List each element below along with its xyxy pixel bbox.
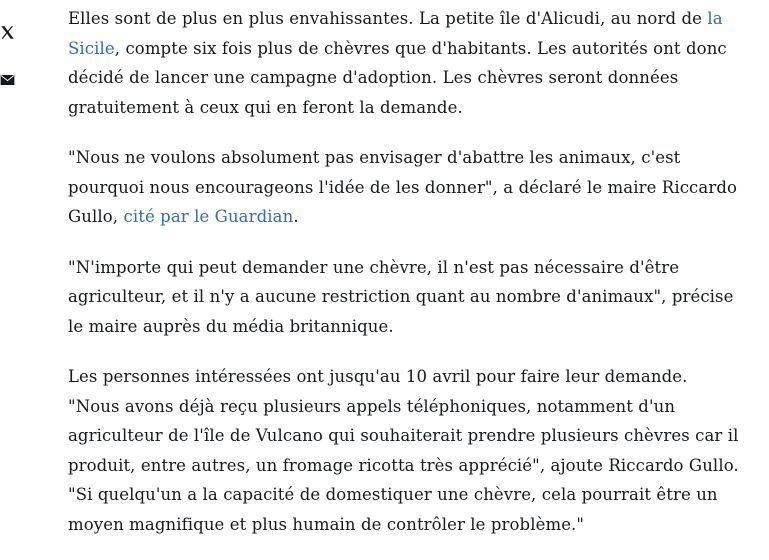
share-rail [0, 0, 34, 467]
article-paragraph [68, 4, 744, 122]
mail-icon [0, 74, 15, 86]
x-twitter-icon [0, 25, 15, 40]
article-paragraph [68, 362, 744, 539]
article-paragraph [68, 143, 744, 232]
paragraph-text: Les personnes intéressées ont jusqu'au 10 avril pour faire leur demande. "Nous avons déjà reçu plusieurs appels téléphoniques, notamment d'un agriculteur de l'île de Vulcano qui souhaiterait prendre plusieurs chèvres car il produit, entre autres, un fromage ricotta très apprécié", ajoute Riccardo Gullo. "Si quelqu'un a la capacité de domestiquer une chèvre, cela pourrait être un moyen magnifique et plus humain de contrôler le problème." [68, 367, 739, 534]
link-cite-par-le-guardian[interactable]: cité par le Guardian [123, 207, 294, 226]
share-button-x[interactable] [0, 19, 34, 45]
share-button-mail[interactable] [0, 67, 34, 93]
paragraph-text: "N'importe qui peut demander une chèvre, il n'est pas nécessaire d'être agriculteur, et il n'y a aucune restriction quant au nombre d'animaux", précise le maire auprès du média britannique. [68, 257, 734, 336]
article-paragraph [68, 253, 744, 342]
paragraph-text: , compte six fois plus de chèvres que d'habitants. Les autorités ont donc décidé de lancer une campagne d'adoption. Les chèvres seront données gratuitement à ceux qui en feront la demande. [68, 38, 727, 117]
paragraph-text: . [293, 207, 299, 226]
paragraph-text: "Nous ne voulons absolument pas envisager d'abattre les animaux, c'est pourquoi nous encourageons l'idée de les donner", a déclaré le maire Riccardo Gullo, [68, 148, 738, 226]
link-la-sicile[interactable]: la Sicile [68, 9, 723, 58]
paragraph-text: Elles sont de plus en plus envahissantes. La petite île d'Alicudi, au nord de [68, 9, 708, 28]
article-body [68, 0, 744, 560]
